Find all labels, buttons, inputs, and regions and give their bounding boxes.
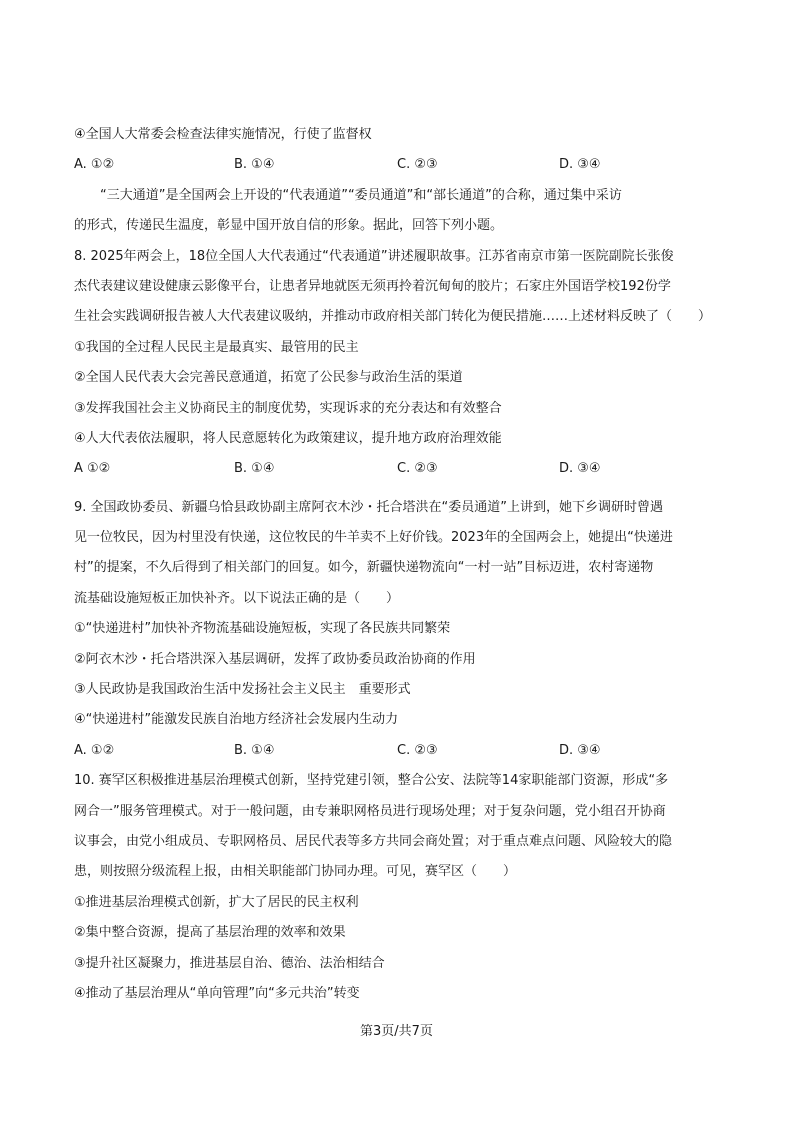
choice-b: B. ①④ (234, 461, 275, 477)
spacer (74, 485, 734, 493)
option-line: ②集中整合资源，提高了基层治理的效率和效果 (74, 925, 346, 941)
option-line: ③人民政协是我国政治生活中发扬社会主义民主 重要形式 (74, 682, 411, 698)
question-stem-line: 村”的提案，不久后得到了相关部门的回复。如今，新疆快递物流向“一村一站”目标迈进，农村寄递物 (74, 560, 654, 576)
question-9 (74, 493, 734, 767)
passage-line: “三大通道”是全国两会上开设的“代表通道”“委员通道”和“部长通道”的合称，通过集中采访 (100, 187, 622, 203)
passage-line: 的形式，传递民生温度，彰显中国开放自信的形象。据此，回答下列小题。 (74, 218, 504, 234)
option-line: ④“快递进村”能激发民族自治地方经济社会发展内生动力 (74, 712, 399, 728)
question-10 (74, 766, 734, 1009)
answer-choices (74, 736, 734, 766)
page-number: 第3页/共7页 (360, 1024, 433, 1039)
question-stem-line: 9. 全国政协委员、新疆乌恰县政协副主席阿衣木沙・托合塔洪在“委员通道”上讲到，她下乡调研时曾遇 (74, 499, 664, 515)
top-block (74, 120, 734, 181)
choice-d: D. ③④ (559, 742, 601, 758)
question-stem-line: 生社会实践调研报告被人大代表建议吸纳，并推动市政府相关部门转化为便民措施……上述材料反映了（ ） (74, 309, 712, 325)
question-stem-line: 杰代表建议建设健康云影像平台，让患者异地就医无须再拎着沉甸甸的胶片；石家庄外国语学校192份学 (74, 278, 671, 294)
choice-a: A. ①② (74, 157, 115, 173)
question-stem-line: 患，则按照分级流程上报，由相关职能部门协同办理。可见，赛罕区（ ） (74, 864, 517, 880)
question-8 (74, 242, 734, 485)
option-line: ④人大代表依法履职，将人民意愿转化为政策建议，提升地方政府治理效能 (74, 430, 502, 446)
option-line: ①“快递进村”加快补齐物流基础设施短板，实现了各民族共同繁荣 (74, 621, 451, 637)
option-line: ②阿衣木沙・托合塔洪深入基层调研，发挥了政协委员政治协商的作用 (74, 651, 476, 667)
choice-c: C. ②③ (397, 157, 438, 173)
choice-d: D. ③④ (559, 461, 601, 477)
question-stem-line: 议事会，由党小组成员、专职网格员、居民代表等多方共同会商处置；对于重点难点问题、风险较大的隐 (74, 833, 673, 849)
option-line: ①推进基层治理模式创新，扩大了居民的民主权利 (74, 894, 359, 910)
choice-c: C. ②③ (397, 742, 438, 758)
answer-choices (74, 454, 734, 484)
answer-choices (74, 150, 734, 180)
question-stem-line: 流基础设施短板正加快补齐。以下说法正确的是（ ） (74, 590, 400, 606)
option-line: ③提升社区凝聚力，推进基层自治、德治、法治相结合 (74, 955, 385, 971)
choice-c: C. ②③ (397, 461, 438, 477)
question-stem-line: 8. 2025年两会上，18位全国人大代表通过“代表通道”讲述履职故事。江苏省南京市第一医院副院长张俊 (74, 248, 674, 264)
option-line: ①我国的全过程人民民主是最真实、最管用的民主 (74, 339, 359, 355)
choice-b: B. ①④ (234, 157, 275, 173)
question-stem-line: 网合一”服务管理模式。对于一般问题，由专兼职网格员进行现场处理；对于复杂问题，党小组召开协商 (74, 803, 666, 819)
choice-a: A. ①② (74, 742, 115, 758)
question-stem-line: 见一位牧民，因为村里没有快递，这位牧民的牛羊卖不上好价钱。2023年的全国两会上，她提出“快递进 (74, 530, 673, 546)
question-stem-line: 10. 赛罕区积极推进基层治理模式创新，坚持党建引领，整合公安、法院等14家职能部门资源，形成“多 (74, 773, 669, 789)
choice-b: B. ①④ (234, 742, 275, 758)
option-line: ②全国人民代表大会完善民意通道，拓宽了公民参与政治生活的渠道 (74, 370, 463, 386)
option-line: ④推动了基层治理从“单向管理”向“多元共治”转变 (74, 985, 360, 1001)
option-line: ④全国人大常委会检查法律实施情况，行使了监督权 (74, 127, 372, 142)
option-line: ③发挥我国社会主义协商民主的制度优势，实现诉求的充分表达和有效整合 (74, 400, 502, 416)
choice-a: A ①② (74, 461, 111, 477)
page-content (74, 120, 734, 1009)
passage (74, 181, 734, 242)
choice-d: D. ③④ (559, 157, 601, 173)
